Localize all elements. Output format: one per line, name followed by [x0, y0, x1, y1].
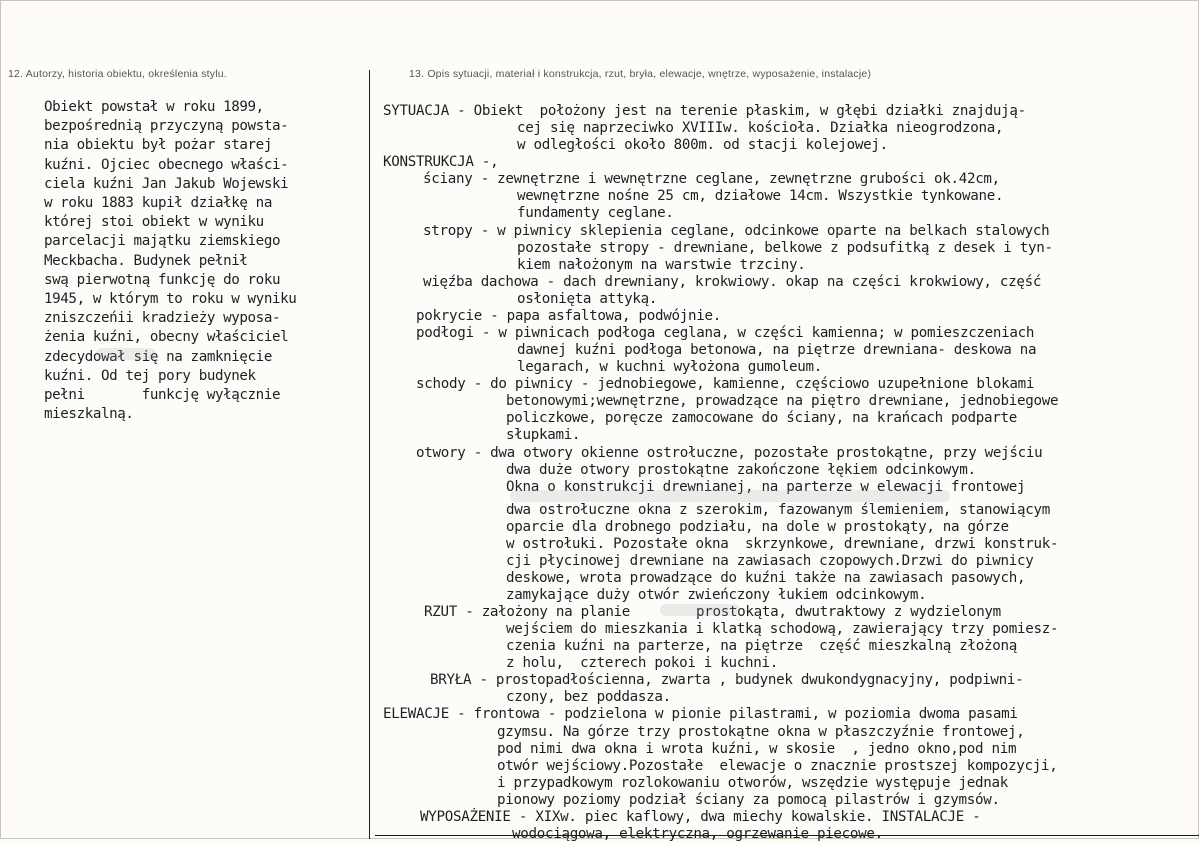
history-line: swą pierwotną funkcję do roku — [44, 271, 281, 288]
description-line: wodociągowa, elektryczna, ogrzewanie piecowe. — [512, 826, 883, 842]
description-line: betonowymi;wewnętrzne, prowadzące na piętro drewniane, jednobiegowe — [506, 393, 1059, 410]
description-line: ściany - zewnętrzne i wewnętrzne ceglane, zewnętrzne grubości ok.42cm, — [423, 171, 1000, 188]
section-13-header: 13. Opis sytuacji, materiał i konstrukcja, rzut, bryła, elewacje, wnętrze, wyposażenie, instalacje) — [409, 68, 872, 80]
description-line: SYTUACJA - Obiekt położony jest na terenie płaskim, w głębi działki znajdują- — [383, 103, 1026, 119]
description-line: cej się naprzeciwko XVIIIw. kościoła. Działka nieogrodzona, — [517, 120, 1004, 137]
history-line: zdecydował się na zamknięcie — [44, 348, 272, 365]
description-line: KONSTRUKCJA -, — [383, 154, 499, 171]
description-line: dawnej kuźni podłoga betonowa, na piętrze drewniana- deskowa na — [517, 342, 1037, 359]
history-line: kuźni. Od tej pory budynek — [44, 367, 256, 384]
correction-smudge — [660, 604, 740, 616]
history-text-block — [44, 98, 374, 424]
description-line: i przypadkowym rozlokowaniu otworów, wszędzie występuje jednak — [497, 774, 1008, 791]
description-line: stropy - w piwnicy sklepienia ceglane, odcinkowe oparte na belkach stalowych — [423, 222, 1050, 239]
history-line: zniszczeńii kradzieży wyposa- — [44, 310, 281, 327]
description-line: RZUT - założony na planie prostokąta, dwutraktowy z wydzielonym — [424, 603, 1001, 620]
description-line: policzkowe, poręcze zamocowane do ściany, na krańcach podparte — [506, 410, 1017, 427]
description-line: ELEWACJE - frontowa - podzielona w pionie pilastrami, w poziomia dwoma pasami — [383, 706, 1018, 723]
description-line: deskowe, wrota prowadzące do kuźni także na zawiasach pasowych, — [506, 569, 1026, 586]
description-line: oparcie dla drobnego podziału, na dole w prostokąty, na górze — [506, 518, 1009, 535]
description-line: w ostrołuki. Pozostałe okna skrzynkowe, drewniane, drzwi konstruk- — [506, 535, 1059, 552]
history-line: pełni funkcję wyłącznie — [44, 387, 281, 404]
description-line: osłonięta attyką. — [517, 290, 658, 307]
description-line: czony, bez poddasza. — [506, 689, 671, 706]
description-line: WYPOSAŻENIE - XIXw. piec kaflowy, dwa miechy kowalskie. INSTALACJE - — [420, 808, 981, 825]
description-line: otwory - dwa otwory okienne ostrołuczne, pozostałe prostokątne, przy wejściu — [416, 444, 1043, 461]
history-line: bezpośrednią przyczyną powsta- — [44, 118, 289, 135]
history-line: nia obiektu był pożar starej — [44, 137, 272, 154]
correction-smudge — [510, 490, 950, 502]
history-line: parcelacji majątku ziemskiego — [44, 233, 281, 250]
history-line: żenia kuźni, obecny właściciel — [44, 329, 289, 346]
history-line: Obiekt powstał w roku 1899, — [44, 99, 264, 115]
description-line: otwór wejściowy.Pozostałe elewacje o znacznie prostszej kompozycji, — [497, 757, 1058, 774]
description-line: fundamenty ceglane. — [517, 205, 674, 222]
description-line: pionowy poziomy podział ściany za pomocą pilastrów i gzymsów. — [497, 791, 1000, 808]
description-line: dwa ostrołuczne okna z szerokim, fazowanym ślemieniem, stanowiącym — [506, 501, 1050, 518]
description-line: pozostałe stropy - drewniane, belkowe z podsufitką z desek i tyn- — [517, 239, 1053, 256]
description-line: zamykające duży otwór zwieńczony łukiem odcinkowym. — [506, 586, 927, 603]
history-line: mieszkalną. — [44, 406, 134, 423]
description-line: legarach, w kuchni wyłożona gumoleum. — [517, 359, 822, 376]
description-line: wewnętrzne nośne 25 cm, działowe 14cm. Wszystkie tynkowane. — [517, 188, 1004, 205]
history-line: ciela kuźni Jan Jakub Wojewski — [44, 175, 289, 192]
description-line: więźba dachowa - dach drewniany, krokwiowy. okap na części krokwiowy, część — [423, 273, 1042, 290]
description-line: wejściem do mieszkania i klatką schodową, zawierający trzy pomiesz- — [506, 621, 1059, 638]
description-line: pod nimi dwa okna i wrota kuźni, w skosie , jedno okno,pod nim — [497, 740, 1017, 757]
history-line: 1945, w którym to roku w wyniku — [44, 291, 297, 308]
description-line: kiem nałożonym na warstwie trzciny. — [517, 256, 806, 273]
description-line: słupkami. — [506, 427, 581, 444]
description-line: Okna o konstrukcji drewnianej, na parterze w elewacji frontowej — [506, 478, 1026, 495]
description-line: z holu, czterech pokoi i kuchni. — [506, 655, 778, 672]
description-line: w odległości około 800m. od stacji kolejowej. — [517, 137, 888, 154]
history-line: w roku 1883 kupił działkę na — [44, 195, 272, 212]
section-12-header: 12. Autorzy, historia obiektu, określenia stylu. — [8, 68, 227, 80]
description-line: BRYŁA - prostopadłościenna, zwarta , budynek dwukondygnacyjny, podpiwni- — [430, 672, 1024, 689]
description-line: podłogi - w piwnicach podłoga ceglana, w części kamienna; w pomieszczeniach — [416, 325, 1035, 342]
correction-smudge — [96, 348, 156, 360]
history-line: Meckbacha. Budynek pełnił — [44, 252, 248, 269]
description-line: schody - do piwnicy - jednobiegowe, kamienne, częściowo uzupełnione blokami — [416, 376, 1035, 393]
description-line: dwa duże otwory prostokątne zakończone łękiem odcinkowym. — [506, 461, 976, 478]
description-line: czenia kuźni na parterze, na piętrze część mieszkalną złożoną — [506, 638, 1017, 655]
description-line: gzymsu. Na górze trzy prostokątne okna w płaszczyźnie frontowej, — [497, 723, 1025, 740]
history-line: kuźni. Ojciec obecnego właści- — [44, 156, 289, 173]
description-line: pokrycie - papa asfaltowa, podwójnie. — [416, 307, 721, 324]
description-line: cji płycinowej drewniane na zawiasach czopowych.Drzwi do piwnicy — [506, 552, 1034, 569]
history-line: której stoi obiekt w wyniku — [44, 214, 264, 231]
